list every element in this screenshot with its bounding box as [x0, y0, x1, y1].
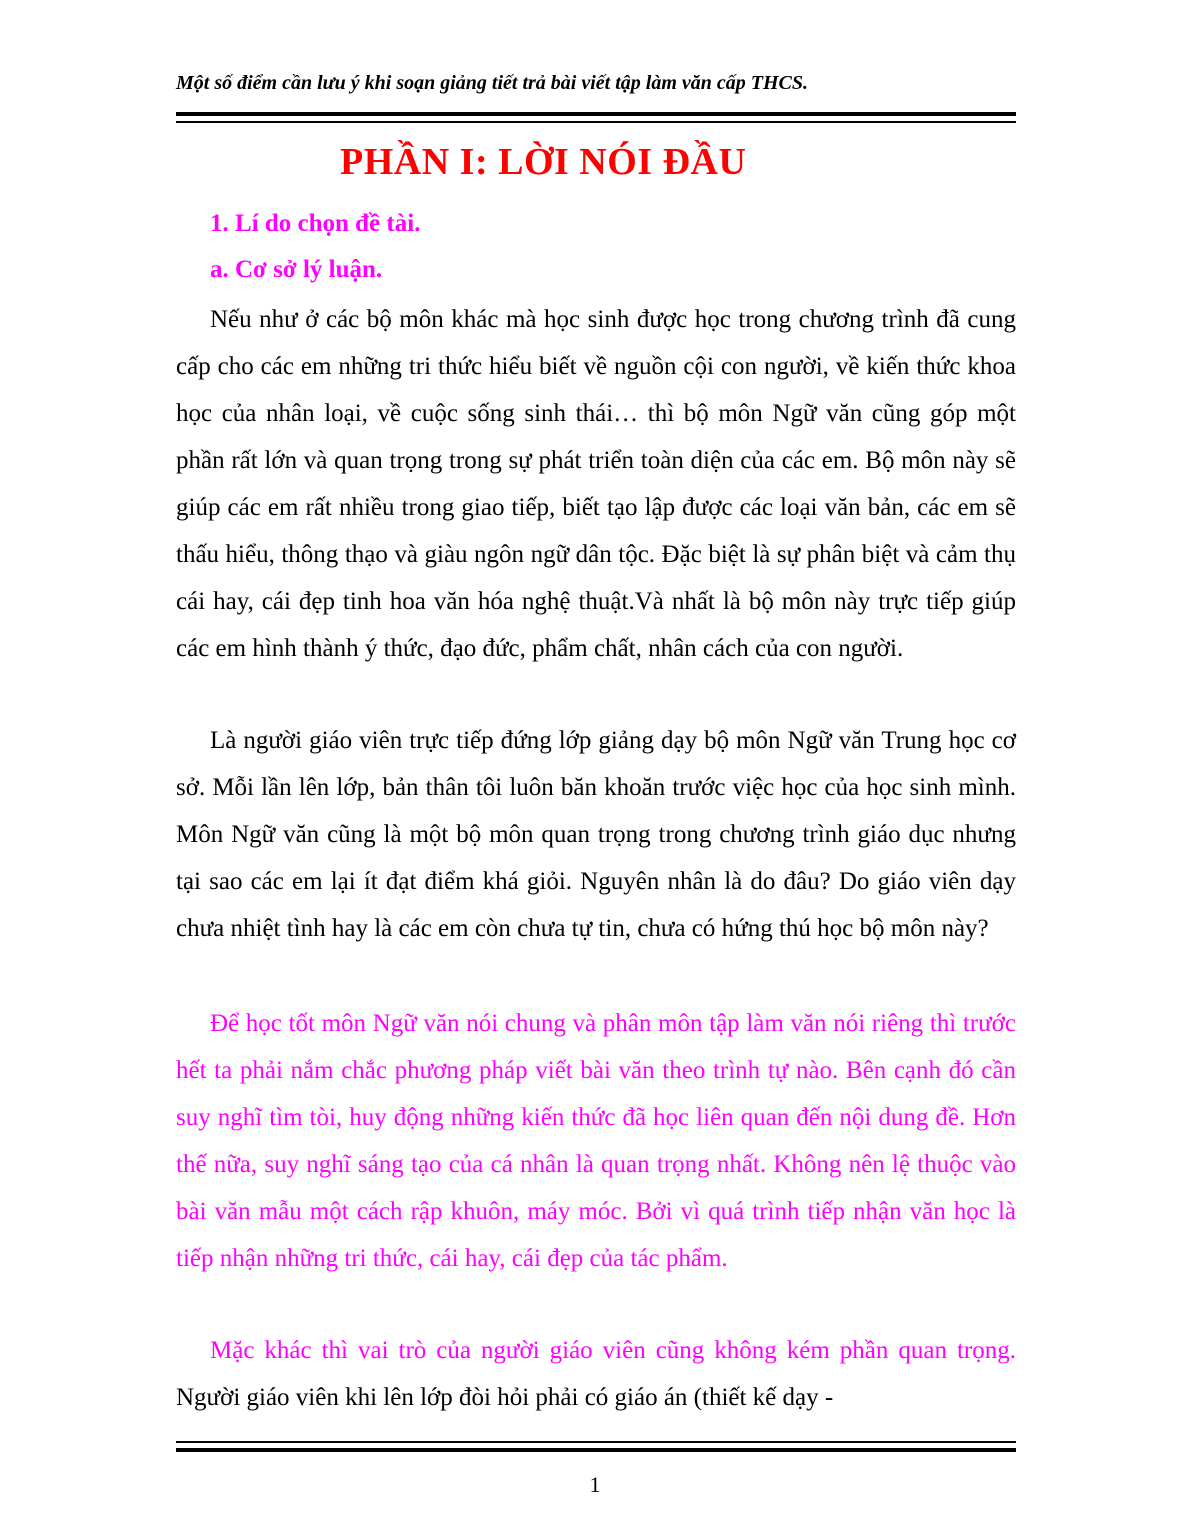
paragraph-2: Là người giáo viên trực tiếp đứng lớp giảng dạy bộ môn Ngữ văn Trung học cơ sở. Mỗi lần lên lớp, bản thân tôi luôn băn khoăn trước việc học của học sinh mình. Môn Ngữ văn cũng là một bộ môn quan trọng trong chương trình giáo dục nhưng tại sao các em lại ít đạt điểm khá giỏi. Nguyên nhân là do đâu? Do giáo viên dạy chưa nhiệt tình hay là các em còn chưa tự tin, chưa có hứng thú học bộ môn này?: [176, 727, 1016, 942]
header-rule-thick: [176, 112, 1016, 116]
header-rule-thin: [176, 121, 1016, 123]
page-number: 1: [589, 1472, 601, 1497]
paragraph-4: [176, 1327, 1016, 1421]
paragraph-3: Để học tốt môn Ngữ văn nói chung và phân môn tập làm văn nói riêng thì trước hết ta phải nắm chắc phương pháp viết bài văn theo trình tự nào. Bên cạnh đó cần suy nghĩ tìm tòi, huy động những kiến thức đã học liên quan đến nội dung đề. Hơn thế nữa, suy nghĩ sáng tạo của cá nhân là quan trọng nhất. Không nên lệ thuộc vào bài văn mẫu một cách rập khuôn, máy móc. Bởi vì quá trình tiếp nhận văn học là tiếp nhận những tri thức, cái hay, cái đẹp của tác phẩm.: [176, 1010, 1016, 1272]
section-subheading: a. Cơ sở lý luận.: [210, 256, 383, 283]
section-heading: 1. Lí do chọn đề tài.: [210, 210, 421, 237]
paragraph-4-emphasis: Mặc khác thì vai trò của người giáo viên cũng không kém phần quan trọng.: [210, 1337, 1016, 1364]
footer-rule-thin: [176, 1441, 1016, 1443]
part-title: PHẦN I: LỜI NÓI ĐẦU: [340, 141, 747, 183]
footer-rule-thick: [176, 1448, 1016, 1452]
paragraph-4-continuation: Người giáo viên khi lên lớp đòi hỏi phải có giáo án (thiết kế dạy -: [176, 1384, 834, 1411]
paragraph-1: Nếu như ở các bộ môn khác mà học sinh được học trong chương trình đã cung cấp cho các em những tri thức hiểu biết về nguồn cội con người, về kiến thức khoa học của nhân loại, về cuộc sống sinh thái… thì bộ môn Ngữ văn cũng góp một phần rất lớn và quan trọng trong sự phát triển toàn diện của các em. Bộ môn này sẽ giúp các em rất nhiều trong giao tiếp, biết tạo lập được các loại văn bản, các em sẽ thấu hiểu, thông thạo và giàu ngôn ngữ dân tộc. Đặc biệt là sự phân biệt và cảm thụ cái hay, cái đẹp tinh hoa văn hóa nghệ thuật.Và nhất là bộ môn này trực tiếp giúp các em hình thành ý thức, đạo đức, phẩm chất, nhân cách của con người.: [176, 306, 1016, 662]
running-header: Một số điểm cần lưu ý khi soạn giảng tiết trả bài viết tập làm văn cấp THCS.: [176, 72, 809, 94]
